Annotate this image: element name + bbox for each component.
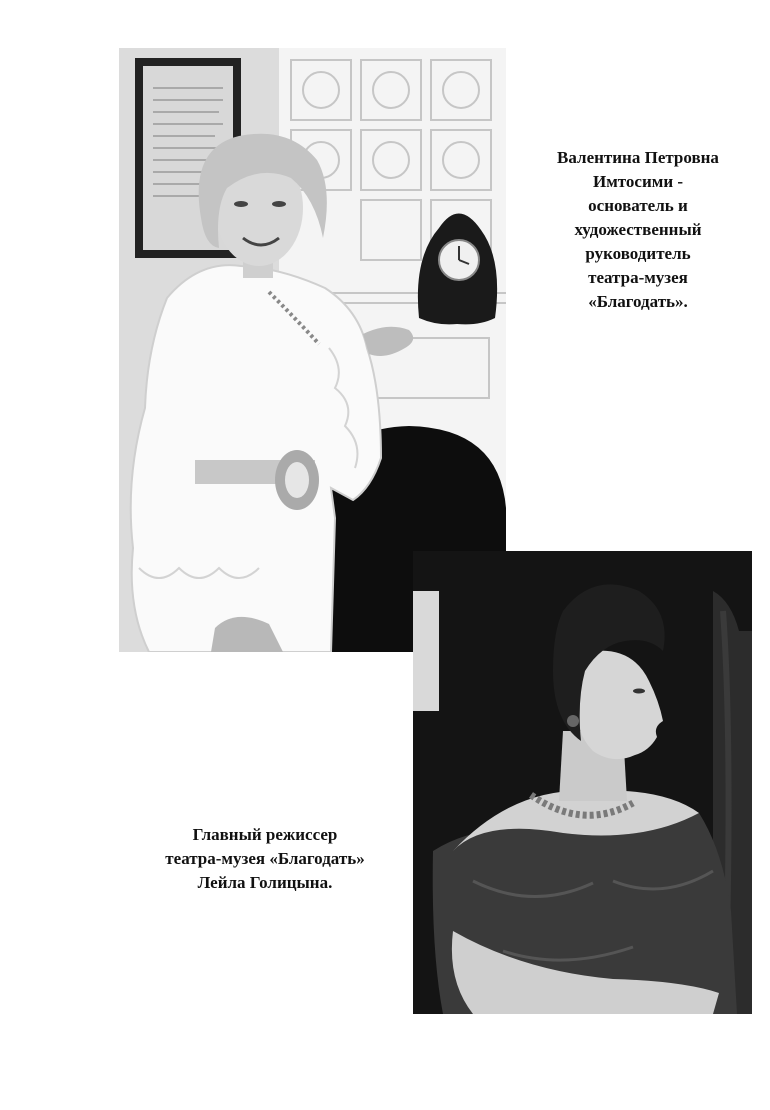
portrait-photo-woman-profile-icon (413, 551, 752, 1014)
photo-director (413, 551, 752, 1014)
caption-founder-line: художественный (574, 220, 702, 239)
caption-founder-line: Имтосими - (592, 172, 684, 191)
caption-founder (538, 146, 738, 314)
caption-director-line: театра-музея «Благодать» (165, 849, 365, 868)
caption-founder-line: руководитель (585, 244, 691, 263)
caption-founder-line: основатель и (588, 196, 688, 215)
caption-founder-line: театра-музея (588, 268, 688, 287)
caption-founder-line: Валентина Петровна (557, 148, 719, 167)
caption-director-line: Главный режиссер (192, 825, 338, 844)
caption-director-line: Лейла Голицына. (197, 873, 333, 892)
caption-founder-line: «Благодать». (588, 292, 688, 311)
caption-director (130, 823, 400, 895)
